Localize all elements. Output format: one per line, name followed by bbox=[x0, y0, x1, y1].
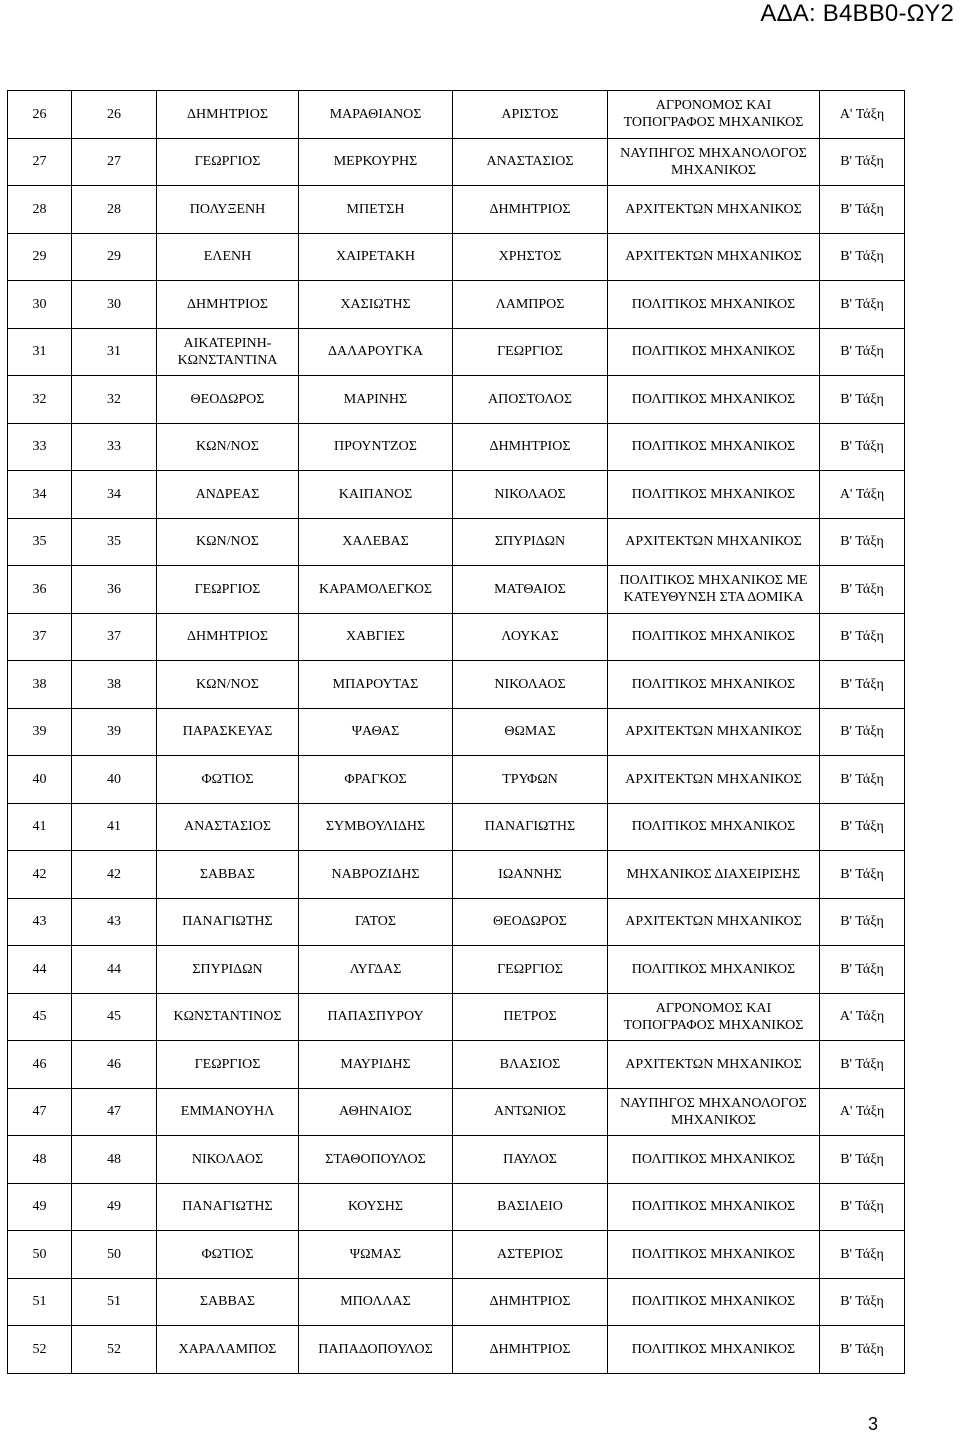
cell-specialty: ΑΡΧΙΤΕΚΤΩΝ ΜΗΧΑΝΙΚΟΣ bbox=[608, 756, 820, 804]
cell-specialty: ΑΡΧΙΤΕΚΤΩΝ ΜΗΧΑΝΙΚΟΣ bbox=[608, 518, 820, 566]
cell-specialty: ΠΟΛΙΤΙΚΟΣ ΜΗΧΑΝΙΚΟΣ bbox=[608, 423, 820, 471]
cell-class: Β' Τάξη bbox=[820, 613, 905, 661]
cell-class: Β' Τάξη bbox=[820, 661, 905, 709]
ada-code: ΑΔΑ: Β4ΒΒ0-ΩΥ2 bbox=[760, 0, 954, 27]
cell-class: Β' Τάξη bbox=[820, 1231, 905, 1279]
cell-first-name: ΠΟΛΥΞΕΝΗ bbox=[157, 186, 299, 234]
cell-class: Α' Τάξη bbox=[820, 471, 905, 519]
cell-last-name: ΣΤΑΘΟΠΟΥΛΟΣ bbox=[299, 1136, 453, 1184]
cell-last-name: ΜΠΕΤΣΗ bbox=[299, 186, 453, 234]
cell-father-name: ΑΠΟΣΤΟΛΟΣ bbox=[453, 376, 608, 424]
cell-aa: 30 bbox=[8, 281, 72, 329]
cell-last-name: ΠΑΠΑΔΟΠΟΥΛΟΣ bbox=[299, 1326, 453, 1374]
cell-father-name: ΘΩΜΑΣ bbox=[453, 708, 608, 756]
cell-last-name: ΠΑΠΑΣΠΥΡΟΥ bbox=[299, 993, 453, 1041]
cell-last-name: ΓΑΤΟΣ bbox=[299, 898, 453, 946]
cell-first-name: ΚΩΝ/ΝΟΣ bbox=[157, 661, 299, 709]
cell-registry-no: 29 bbox=[72, 233, 157, 281]
cell-first-name: ΓΕΩΡΓΙΟΣ bbox=[157, 1041, 299, 1089]
table-row bbox=[8, 708, 905, 756]
cell-class: Β' Τάξη bbox=[820, 1278, 905, 1326]
cell-first-name: ΣΠΥΡΙΔΩΝ bbox=[157, 946, 299, 994]
cell-registry-no: 52 bbox=[72, 1326, 157, 1374]
cell-class: Α' Τάξη bbox=[820, 993, 905, 1041]
table-row bbox=[8, 138, 905, 186]
table-row bbox=[8, 661, 905, 709]
cell-registry-no: 27 bbox=[72, 138, 157, 186]
cell-registry-no: 48 bbox=[72, 1136, 157, 1184]
cell-father-name: ΑΝΑΣΤΑΣΙΟΣ bbox=[453, 138, 608, 186]
page-number: 3 bbox=[867, 1414, 878, 1434]
cell-registry-no: 47 bbox=[72, 1088, 157, 1136]
cell-aa: 50 bbox=[8, 1231, 72, 1279]
table-row bbox=[8, 1278, 905, 1326]
cell-last-name: ΛΥΓΔΑΣ bbox=[299, 946, 453, 994]
cell-first-name: ΑΙΚΑΤΕΡΙΝΗ-ΚΩΝΣΤΑΝΤΙΝΑ bbox=[157, 328, 299, 376]
cell-class: Β' Τάξη bbox=[820, 328, 905, 376]
cell-specialty: ΠΟΛΙΤΙΚΟΣ ΜΗΧΑΝΙΚΟΣ bbox=[608, 1278, 820, 1326]
cell-father-name: ΔΗΜΗΤΡΙΟΣ bbox=[453, 186, 608, 234]
cell-class: Β' Τάξη bbox=[820, 1183, 905, 1231]
cell-specialty: ΠΟΛΙΤΙΚΟΣ ΜΗΧΑΝΙΚΟΣ bbox=[608, 803, 820, 851]
cell-aa: 32 bbox=[8, 376, 72, 424]
cell-registry-no: 40 bbox=[72, 756, 157, 804]
cell-specialty: ΜΗΧΑΝΙΚΟΣ ΔΙΑΧΕΙΡΙΣΗΣ bbox=[608, 851, 820, 899]
cell-specialty: ΠΟΛΙΤΙΚΟΣ ΜΗΧΑΝΙΚΟΣ bbox=[608, 613, 820, 661]
cell-class: Β' Τάξη bbox=[820, 851, 905, 899]
cell-specialty: ΑΡΧΙΤΕΚΤΩΝ ΜΗΧΑΝΙΚΟΣ bbox=[608, 898, 820, 946]
table-row bbox=[8, 756, 905, 804]
cell-registry-no: 49 bbox=[72, 1183, 157, 1231]
cell-class: Β' Τάξη bbox=[820, 376, 905, 424]
cell-aa: 42 bbox=[8, 851, 72, 899]
table-row bbox=[8, 376, 905, 424]
cell-aa: 29 bbox=[8, 233, 72, 281]
cell-first-name: ΣΑΒΒΑΣ bbox=[157, 1278, 299, 1326]
cell-first-name: ΠΑΡΑΣΚΕΥΑΣ bbox=[157, 708, 299, 756]
cell-father-name: ΝΙΚΟΛΑΟΣ bbox=[453, 471, 608, 519]
table-row bbox=[8, 281, 905, 329]
cell-specialty: ΑΡΧΙΤΕΚΤΩΝ ΜΗΧΑΝΙΚΟΣ bbox=[608, 1041, 820, 1089]
table-row bbox=[8, 186, 905, 234]
cell-registry-no: 46 bbox=[72, 1041, 157, 1089]
cell-aa: 36 bbox=[8, 566, 72, 614]
cell-specialty: ΠΟΛΙΤΙΚΟΣ ΜΗΧΑΝΙΚΟΣ bbox=[608, 376, 820, 424]
cell-first-name: ΚΩΝ/ΝΟΣ bbox=[157, 518, 299, 566]
table-row bbox=[8, 471, 905, 519]
cell-registry-no: 36 bbox=[72, 566, 157, 614]
cell-last-name: ΣΥΜΒΟΥΛΙΔΗΣ bbox=[299, 803, 453, 851]
cell-class: Α' Τάξη bbox=[820, 91, 905, 139]
cell-specialty: ΠΟΛΙΤΙΚΟΣ ΜΗΧΑΝΙΚΟΣ bbox=[608, 1136, 820, 1184]
cell-registry-no: 30 bbox=[72, 281, 157, 329]
cell-registry-no: 28 bbox=[72, 186, 157, 234]
cell-class: Α' Τάξη bbox=[820, 1088, 905, 1136]
cell-father-name: ΘΕΟΔΩΡΟΣ bbox=[453, 898, 608, 946]
cell-father-name: ΠΑΝΑΓΙΩΤΗΣ bbox=[453, 803, 608, 851]
cell-last-name: ΧΑΙΡΕΤΑΚΗ bbox=[299, 233, 453, 281]
cell-first-name: ΦΩΤΙΟΣ bbox=[157, 1231, 299, 1279]
cell-aa: 27 bbox=[8, 138, 72, 186]
cell-father-name: ΛΟΥΚΑΣ bbox=[453, 613, 608, 661]
cell-last-name: ΧΑΣΙΩΤΗΣ bbox=[299, 281, 453, 329]
cell-first-name: ΑΝΔΡΕΑΣ bbox=[157, 471, 299, 519]
cell-class: Β' Τάξη bbox=[820, 518, 905, 566]
cell-last-name: ΜΑΥΡΙΔΗΣ bbox=[299, 1041, 453, 1089]
cell-last-name: ΠΡΟΥΝΤΖΟΣ bbox=[299, 423, 453, 471]
cell-first-name: ΠΑΝΑΓΙΩΤΗΣ bbox=[157, 898, 299, 946]
cell-class: Β' Τάξη bbox=[820, 1136, 905, 1184]
engineers-table bbox=[7, 90, 905, 1374]
cell-specialty: ΝΑΥΠΗΓΟΣ ΜΗΧΑΝΟΛΟΓΟΣ ΜΗΧΑΝΙΚΟΣ bbox=[608, 138, 820, 186]
cell-class: Β' Τάξη bbox=[820, 423, 905, 471]
cell-aa: 28 bbox=[8, 186, 72, 234]
cell-class: Β' Τάξη bbox=[820, 1041, 905, 1089]
table-row bbox=[8, 898, 905, 946]
cell-specialty: ΠΟΛΙΤΙΚΟΣ ΜΗΧΑΝΙΚΟΣ bbox=[608, 1231, 820, 1279]
cell-father-name: ΤΡΥΦΩΝ bbox=[453, 756, 608, 804]
cell-father-name: ΔΗΜΗΤΡΙΟΣ bbox=[453, 1326, 608, 1374]
cell-class: Β' Τάξη bbox=[820, 946, 905, 994]
cell-specialty: ΠΟΛΙΤΙΚΟΣ ΜΗΧΑΝΙΚΟΣ bbox=[608, 1183, 820, 1231]
table-row bbox=[8, 1183, 905, 1231]
cell-specialty: ΠΟΛΙΤΙΚΟΣ ΜΗΧΑΝΙΚΟΣ ΜΕ ΚΑΤΕΥΘΥΝΣΗ ΣΤΑ ΔΟΜΙΚΑ bbox=[608, 566, 820, 614]
table-row bbox=[8, 1326, 905, 1374]
cell-aa: 47 bbox=[8, 1088, 72, 1136]
cell-class: Β' Τάξη bbox=[820, 803, 905, 851]
cell-last-name: ΚΑΙΠΑΝΟΣ bbox=[299, 471, 453, 519]
cell-last-name: ΨΩΜΑΣ bbox=[299, 1231, 453, 1279]
cell-registry-no: 42 bbox=[72, 851, 157, 899]
cell-aa: 34 bbox=[8, 471, 72, 519]
cell-father-name: ΓΕΩΡΓΙΟΣ bbox=[453, 946, 608, 994]
cell-first-name: ΑΝΑΣΤΑΣΙΟΣ bbox=[157, 803, 299, 851]
cell-class: Β' Τάξη bbox=[820, 1326, 905, 1374]
table-row bbox=[8, 1231, 905, 1279]
table-row bbox=[8, 566, 905, 614]
cell-registry-no: 43 bbox=[72, 898, 157, 946]
table-row bbox=[8, 851, 905, 899]
cell-registry-no: 45 bbox=[72, 993, 157, 1041]
table-row bbox=[8, 1041, 905, 1089]
cell-first-name: ΣΑΒΒΑΣ bbox=[157, 851, 299, 899]
cell-registry-no: 37 bbox=[72, 613, 157, 661]
cell-last-name: ΜΑΡΙΝΗΣ bbox=[299, 376, 453, 424]
cell-last-name: ΧΑΛΕΒΑΣ bbox=[299, 518, 453, 566]
cell-registry-no: 34 bbox=[72, 471, 157, 519]
cell-father-name: ΛΑΜΠΡΟΣ bbox=[453, 281, 608, 329]
cell-father-name: ΜΑΤΘΑΙΟΣ bbox=[453, 566, 608, 614]
cell-specialty: ΑΡΧΙΤΕΚΤΩΝ ΜΗΧΑΝΙΚΟΣ bbox=[608, 233, 820, 281]
cell-aa: 38 bbox=[8, 661, 72, 709]
cell-aa: 31 bbox=[8, 328, 72, 376]
cell-last-name: ΑΘΗΝΑΙΟΣ bbox=[299, 1088, 453, 1136]
table-row bbox=[8, 993, 905, 1041]
cell-first-name: ΕΜΜΑΝΟΥΗΛ bbox=[157, 1088, 299, 1136]
table-row bbox=[8, 946, 905, 994]
cell-aa: 48 bbox=[8, 1136, 72, 1184]
cell-aa: 39 bbox=[8, 708, 72, 756]
cell-registry-no: 38 bbox=[72, 661, 157, 709]
cell-specialty: ΑΡΧΙΤΕΚΤΩΝ ΜΗΧΑΝΙΚΟΣ bbox=[608, 186, 820, 234]
cell-class: Β' Τάξη bbox=[820, 138, 905, 186]
cell-specialty: ΑΡΧΙΤΕΚΤΩΝ ΜΗΧΑΝΙΚΟΣ bbox=[608, 708, 820, 756]
cell-first-name: ΔΗΜΗΤΡΙΟΣ bbox=[157, 613, 299, 661]
cell-specialty: ΠΟΛΙΤΙΚΟΣ ΜΗΧΑΝΙΚΟΣ bbox=[608, 281, 820, 329]
cell-first-name: ΘΕΟΔΩΡΟΣ bbox=[157, 376, 299, 424]
cell-registry-no: 32 bbox=[72, 376, 157, 424]
cell-specialty: ΑΓΡΟΝΟΜΟΣ ΚΑΙ ΤΟΠΟΓΡΑΦΟΣ ΜΗΧΑΝΙΚΟΣ bbox=[608, 91, 820, 139]
cell-father-name: ΑΡΙΣΤΟΣ bbox=[453, 91, 608, 139]
cell-last-name: ΜΕΡΚΟΥΡΗΣ bbox=[299, 138, 453, 186]
cell-registry-no: 50 bbox=[72, 1231, 157, 1279]
cell-last-name: ΚΟΥΣΗΣ bbox=[299, 1183, 453, 1231]
cell-specialty: ΠΟΛΙΤΙΚΟΣ ΜΗΧΑΝΙΚΟΣ bbox=[608, 471, 820, 519]
cell-class: Β' Τάξη bbox=[820, 898, 905, 946]
cell-aa: 45 bbox=[8, 993, 72, 1041]
cell-class: Β' Τάξη bbox=[820, 281, 905, 329]
cell-father-name: ΧΡΗΣΤΟΣ bbox=[453, 233, 608, 281]
cell-class: Β' Τάξη bbox=[820, 708, 905, 756]
cell-first-name: ΕΛΕΝΗ bbox=[157, 233, 299, 281]
cell-specialty: ΑΓΡΟΝΟΜΟΣ ΚΑΙ ΤΟΠΟΓΡΑΦΟΣ ΜΗΧΑΝΙΚΟΣ bbox=[608, 993, 820, 1041]
cell-father-name: ΓΕΩΡΓΙΟΣ bbox=[453, 328, 608, 376]
cell-father-name: ΠΑΥΛΟΣ bbox=[453, 1136, 608, 1184]
cell-specialty: ΝΑΥΠΗΓΟΣ ΜΗΧΑΝΟΛΟΓΟΣ ΜΗΧΑΝΙΚΟΣ bbox=[608, 1088, 820, 1136]
cell-aa: 43 bbox=[8, 898, 72, 946]
cell-registry-no: 26 bbox=[72, 91, 157, 139]
cell-first-name: ΓΕΩΡΓΙΟΣ bbox=[157, 566, 299, 614]
cell-class: Β' Τάξη bbox=[820, 233, 905, 281]
cell-last-name: ΨΑΘΑΣ bbox=[299, 708, 453, 756]
table-row bbox=[8, 1136, 905, 1184]
cell-first-name: ΔΗΜΗΤΡΙΟΣ bbox=[157, 281, 299, 329]
cell-last-name: ΜΠΟΛΛΑΣ bbox=[299, 1278, 453, 1326]
cell-father-name: ΣΠΥΡΙΔΩΝ bbox=[453, 518, 608, 566]
cell-father-name: ΑΝΤΩΝΙΟΣ bbox=[453, 1088, 608, 1136]
cell-specialty: ΠΟΛΙΤΙΚΟΣ ΜΗΧΑΝΙΚΟΣ bbox=[608, 1326, 820, 1374]
cell-first-name: ΓΕΩΡΓΙΟΣ bbox=[157, 138, 299, 186]
cell-aa: 44 bbox=[8, 946, 72, 994]
cell-father-name: ΑΣΤΕΡΙΟΣ bbox=[453, 1231, 608, 1279]
cell-specialty: ΠΟΛΙΤΙΚΟΣ ΜΗΧΑΝΙΚΟΣ bbox=[608, 328, 820, 376]
cell-father-name: ΝΙΚΟΛΑΟΣ bbox=[453, 661, 608, 709]
cell-specialty: ΠΟΛΙΤΙΚΟΣ ΜΗΧΑΝΙΚΟΣ bbox=[608, 661, 820, 709]
cell-first-name: ΚΩΝ/ΝΟΣ bbox=[157, 423, 299, 471]
cell-aa: 33 bbox=[8, 423, 72, 471]
table-row bbox=[8, 803, 905, 851]
cell-registry-no: 51 bbox=[72, 1278, 157, 1326]
cell-last-name: ΚΑΡΑΜΟΛΕΓΚΟΣ bbox=[299, 566, 453, 614]
table-row bbox=[8, 613, 905, 661]
cell-father-name: ΙΩΑΝΝΗΣ bbox=[453, 851, 608, 899]
table-row bbox=[8, 1088, 905, 1136]
cell-class: Β' Τάξη bbox=[820, 566, 905, 614]
cell-aa: 26 bbox=[8, 91, 72, 139]
table-row bbox=[8, 423, 905, 471]
cell-aa: 35 bbox=[8, 518, 72, 566]
cell-class: Β' Τάξη bbox=[820, 756, 905, 804]
cell-first-name: ΔΗΜΗΤΡΙΟΣ bbox=[157, 91, 299, 139]
cell-last-name: ΔΑΛΑΡΟΥΓΚΑ bbox=[299, 328, 453, 376]
cell-registry-no: 44 bbox=[72, 946, 157, 994]
cell-aa: 52 bbox=[8, 1326, 72, 1374]
cell-first-name: ΚΩΝΣΤΑΝΤΙΝΟΣ bbox=[157, 993, 299, 1041]
cell-registry-no: 41 bbox=[72, 803, 157, 851]
table-body bbox=[8, 91, 905, 1374]
cell-specialty: ΠΟΛΙΤΙΚΟΣ ΜΗΧΑΝΙΚΟΣ bbox=[608, 946, 820, 994]
cell-last-name: ΜΠΑΡΟΥΤΑΣ bbox=[299, 661, 453, 709]
cell-last-name: ΜΑΡΑΘΙΑΝΟΣ bbox=[299, 91, 453, 139]
cell-first-name: ΧΑΡΑΛΑΜΠΟΣ bbox=[157, 1326, 299, 1374]
cell-registry-no: 35 bbox=[72, 518, 157, 566]
cell-father-name: ΒΑΣΙΛΕΙΟ bbox=[453, 1183, 608, 1231]
table-row bbox=[8, 518, 905, 566]
cell-aa: 41 bbox=[8, 803, 72, 851]
cell-first-name: ΦΩΤΙΟΣ bbox=[157, 756, 299, 804]
cell-last-name: ΦΡΑΓΚΟΣ bbox=[299, 756, 453, 804]
table-row bbox=[8, 91, 905, 139]
cell-registry-no: 31 bbox=[72, 328, 157, 376]
cell-aa: 46 bbox=[8, 1041, 72, 1089]
cell-last-name: ΝΑΒΡΟΖΙΔΗΣ bbox=[299, 851, 453, 899]
cell-aa: 40 bbox=[8, 756, 72, 804]
table-row bbox=[8, 233, 905, 281]
cell-father-name: ΔΗΜΗΤΡΙΟΣ bbox=[453, 1278, 608, 1326]
cell-aa: 37 bbox=[8, 613, 72, 661]
cell-father-name: ΠΕΤΡΟΣ bbox=[453, 993, 608, 1041]
cell-aa: 49 bbox=[8, 1183, 72, 1231]
cell-first-name: ΠΑΝΑΓΙΩΤΗΣ bbox=[157, 1183, 299, 1231]
table-row bbox=[8, 328, 905, 376]
cell-aa: 51 bbox=[8, 1278, 72, 1326]
cell-registry-no: 33 bbox=[72, 423, 157, 471]
cell-father-name: ΔΗΜΗΤΡΙΟΣ bbox=[453, 423, 608, 471]
cell-first-name: ΝΙΚΟΛΑΟΣ bbox=[157, 1136, 299, 1184]
cell-class: Β' Τάξη bbox=[820, 186, 905, 234]
cell-registry-no: 39 bbox=[72, 708, 157, 756]
cell-last-name: ΧΑΒΓΙΕΣ bbox=[299, 613, 453, 661]
cell-father-name: ΒΛΑΣΙΟΣ bbox=[453, 1041, 608, 1089]
